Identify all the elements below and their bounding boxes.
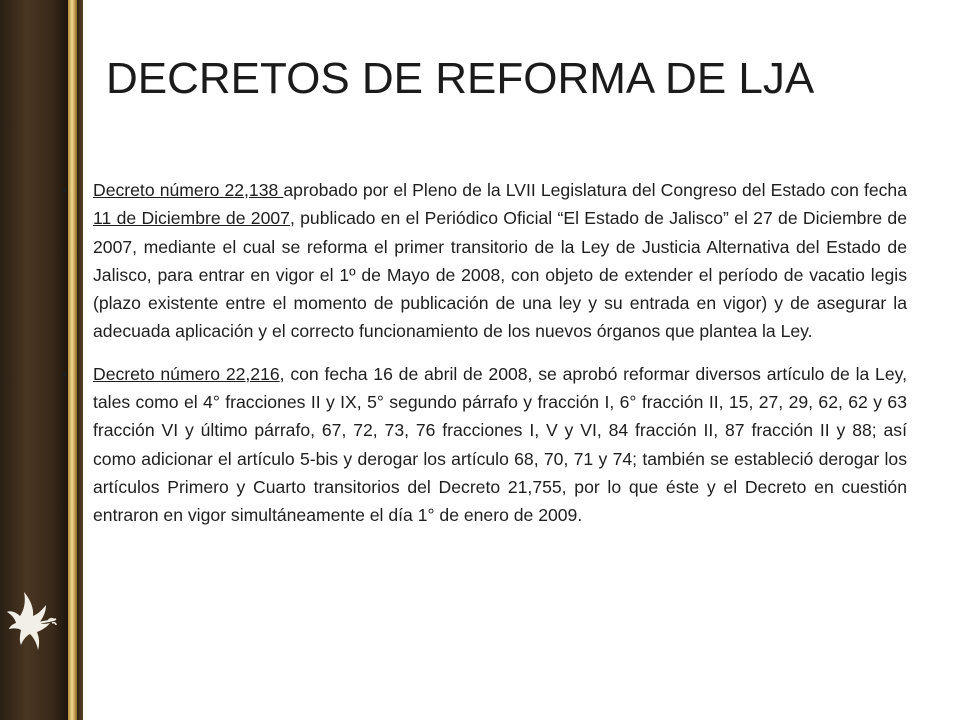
paragraph-text: , publicado en el Periódico Oficial “El Estado de Jalisco” el 27 de Diciembre de 2007, mediante el cual se reforma el primer transitorio de la Ley de Justicia Alternativa del Estado de Jalisco, para entrar en vigor el 1º de Mayo de 2008, con objeto de extender el período de vacatio legis (plazo existente entre el momento de publicación de una ley y su entrada en vigor) y de asegurar la adecuada aplicación y el correcto funcionamiento de los nuevos órganos que plantea la Ley. bbox=[93, 208, 907, 342]
bullet-marker: • bbox=[62, 182, 67, 198]
list-item bbox=[62, 176, 907, 346]
page-title: DECRETOS DE REFORMA DE LJA bbox=[106, 54, 815, 103]
bullet-marker: • bbox=[62, 365, 67, 382]
paragraph-text: aprobado por el Pleno de la LVII Legislatura del Congreso del Estado con fecha bbox=[283, 180, 907, 200]
decree-reference: Decreto número 22,138 bbox=[93, 180, 284, 200]
decree-reference: Decreto número 22,216 bbox=[93, 363, 280, 384]
decree-list bbox=[62, 176, 907, 544]
paragraph-text: , con fecha 16 de abril de 2008, se aprobó reformar diversos artículo de la Ley, tales como el 4° fracciones II y IX, 5° segundo párrafo y fracción I, 6° fracción II, 15, 27, 29, 62, 62 y 63 fracción VI y último párrafo, 67, 72, 73, 76 fracciones I, V y VI, 84 fracción II, 87 fracción II y 88; así como adicionar el artículo 5-bis y derogar los artículo 68, 70, 71 y 74; también se estableció derogar los artículos Primero y Cuarto transitorios del Decreto 21,755, por lo que éste y el Decreto en cuestión entraron en vigor simultáneamente el día 1° de enero de 2009. bbox=[93, 363, 907, 526]
list-item bbox=[62, 360, 907, 530]
dove-icon bbox=[4, 588, 62, 656]
date-reference: 11 de Diciembre de 2007 bbox=[93, 208, 290, 229]
